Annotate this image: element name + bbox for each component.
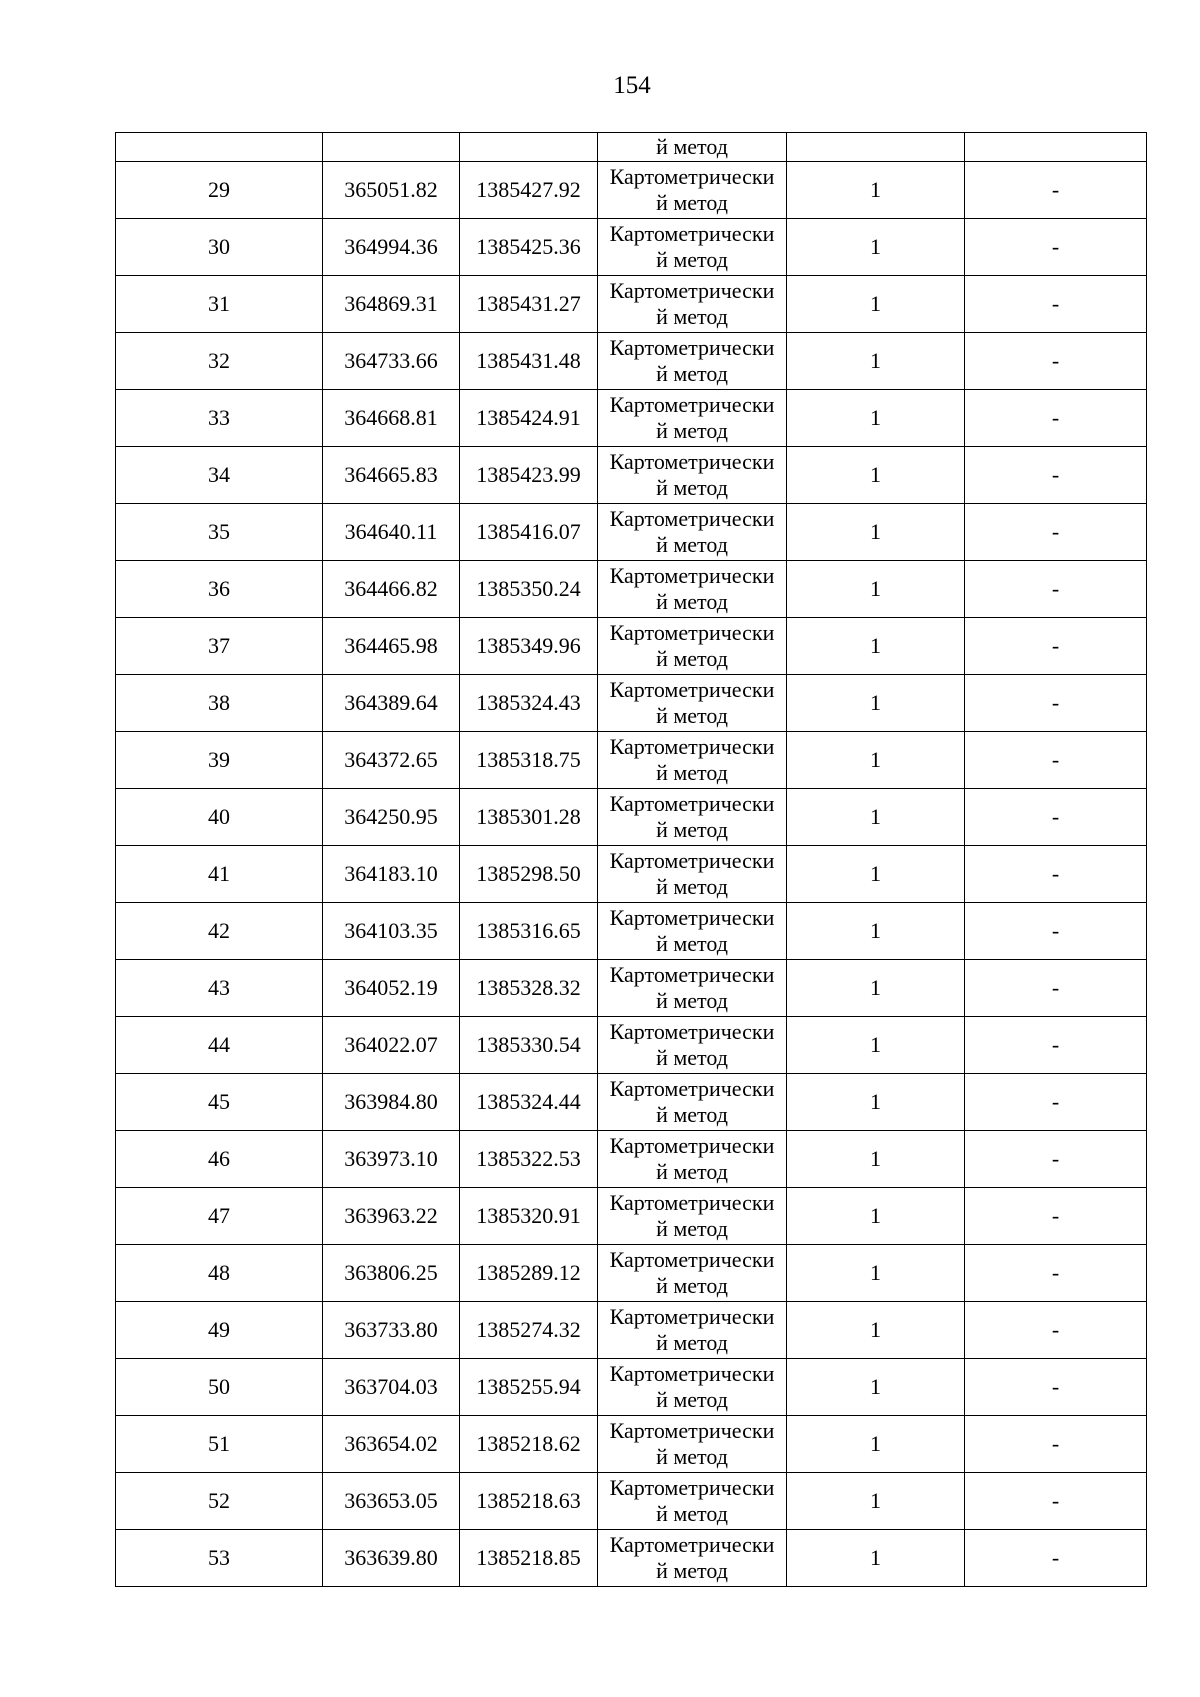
cell-point-number: 43 (116, 960, 323, 1017)
cell-method (598, 618, 787, 675)
cell-point-number: 50 (116, 1359, 323, 1416)
cell-point-number: 31 (116, 276, 323, 333)
method-line-2: й метод (656, 1102, 728, 1127)
method-line-2: й метод (656, 988, 728, 1013)
cell-method (598, 960, 787, 1017)
cell-note: - (965, 219, 1147, 276)
table-row (116, 162, 1147, 219)
cell-x: 364869.31 (323, 276, 460, 333)
cell-accuracy: 1 (787, 903, 965, 960)
table-row (116, 1074, 1147, 1131)
method-line-2: й метод (656, 1501, 728, 1526)
table-row (116, 903, 1147, 960)
cell-x: 363963.22 (323, 1188, 460, 1245)
cell-note: - (965, 390, 1147, 447)
cell-method (598, 504, 787, 561)
cell-method (598, 903, 787, 960)
cell-x: 364465.98 (323, 618, 460, 675)
cell-note: - (965, 903, 1147, 960)
cell-x: 364733.66 (323, 333, 460, 390)
cell-note: - (965, 1074, 1147, 1131)
cell-point-number: 42 (116, 903, 323, 960)
cell-x: 364466.82 (323, 561, 460, 618)
table-row (116, 675, 1147, 732)
cell-point-number: 48 (116, 1245, 323, 1302)
method-line-2: й метод (656, 1216, 728, 1241)
cell-accuracy: 1 (787, 789, 965, 846)
cell-x: 363733.80 (323, 1302, 460, 1359)
cell-method (598, 219, 787, 276)
cell-y: 1385324.44 (460, 1074, 598, 1131)
cell-point-number: 30 (116, 219, 323, 276)
cell-point-number: 40 (116, 789, 323, 846)
method-line-1: Картометрически (609, 506, 775, 531)
cell-accuracy: 1 (787, 1530, 965, 1587)
cell-accuracy: 1 (787, 1017, 965, 1074)
cell-y: 1385316.65 (460, 903, 598, 960)
cell-x: 364022.07 (323, 1017, 460, 1074)
method-line-1: Картометрически (609, 962, 775, 987)
cell-method (598, 1302, 787, 1359)
table-row (116, 846, 1147, 903)
cell-x: 364994.36 (323, 219, 460, 276)
cell-accuracy: 1 (787, 447, 965, 504)
method-line-1: Картометрически (609, 392, 775, 417)
cell-y: 1385431.27 (460, 276, 598, 333)
cell-method (598, 1074, 787, 1131)
cell-note: - (965, 1188, 1147, 1245)
method-line-1: Картометрически (609, 1361, 775, 1386)
method-line-2: й метод (656, 646, 728, 671)
cell-method (598, 447, 787, 504)
table-row (116, 618, 1147, 675)
cell-x: 364103.35 (323, 903, 460, 960)
table-row (116, 276, 1147, 333)
cell-accuracy: 1 (787, 1131, 965, 1188)
cell-method: й метод (598, 133, 787, 162)
cell-y: 1385328.32 (460, 960, 598, 1017)
cell-point-number: 33 (116, 390, 323, 447)
cell-method (598, 1416, 787, 1473)
method-line-2: й метод (656, 1444, 728, 1469)
cell-accuracy: 1 (787, 561, 965, 618)
cell-point-number: 51 (116, 1416, 323, 1473)
method-line-1: Картометрически (609, 791, 775, 816)
method-line-2: й метод (656, 361, 728, 386)
table-row (116, 447, 1147, 504)
cell-point-number: 37 (116, 618, 323, 675)
method-line-1: Картометрически (609, 1019, 775, 1044)
method-line-1: Картометрически (609, 335, 775, 360)
table-row (116, 1473, 1147, 1530)
cell-x: 364250.95 (323, 789, 460, 846)
cell-method (598, 333, 787, 390)
cell-accuracy: 1 (787, 960, 965, 1017)
method-line-1: Картометрически (609, 164, 775, 189)
cell-method (598, 846, 787, 903)
cell-method (598, 789, 787, 846)
cell-method (598, 561, 787, 618)
cell-accuracy: 1 (787, 219, 965, 276)
cell-accuracy: 1 (787, 333, 965, 390)
cell-note: - (965, 1131, 1147, 1188)
cell-point-number: 29 (116, 162, 323, 219)
cell-x: 364389.64 (323, 675, 460, 732)
cell-method (598, 276, 787, 333)
cell-point-number: 34 (116, 447, 323, 504)
cell-x: 363653.05 (323, 1473, 460, 1530)
method-line-1: Картометрически (609, 905, 775, 930)
table-row (116, 1188, 1147, 1245)
cell-note: - (965, 276, 1147, 333)
cell-x: 363654.02 (323, 1416, 460, 1473)
cell-y (460, 133, 598, 162)
cell-method (598, 1017, 787, 1074)
table-row (116, 960, 1147, 1017)
table-row (116, 219, 1147, 276)
cell-note: - (965, 333, 1147, 390)
cell-accuracy: 1 (787, 1188, 965, 1245)
table-row (116, 1302, 1147, 1359)
cell-accuracy: 1 (787, 1359, 965, 1416)
table-row (116, 333, 1147, 390)
cell-method (598, 675, 787, 732)
cell-accuracy: 1 (787, 504, 965, 561)
method-line-1: Картометрически (609, 677, 775, 702)
method-line-2: й метод (656, 304, 728, 329)
cell-y: 1385324.43 (460, 675, 598, 732)
table-row (116, 390, 1147, 447)
cell-y: 1385330.54 (460, 1017, 598, 1074)
cell-accuracy: 1 (787, 1416, 965, 1473)
cell-accuracy: 1 (787, 675, 965, 732)
cell-x (323, 133, 460, 162)
continued-row (116, 133, 1147, 162)
method-line-1: Картометрически (609, 278, 775, 303)
cell-note: - (965, 1359, 1147, 1416)
table-row (116, 1359, 1147, 1416)
method-line-2: й метод (656, 1159, 728, 1184)
cell-note: - (965, 1416, 1147, 1473)
method-line-2: й метод (656, 1558, 728, 1583)
cell-note: - (965, 1017, 1147, 1074)
cell-note: - (965, 1473, 1147, 1530)
method-line-1: Картометрически (609, 848, 775, 873)
table-row (116, 561, 1147, 618)
method-line-2: й метод (656, 418, 728, 443)
cell-point-number: 53 (116, 1530, 323, 1587)
method-line-2: й метод (656, 247, 728, 272)
cell-note: - (965, 504, 1147, 561)
method-line-2: й метод (656, 760, 728, 785)
cell-point-number: 32 (116, 333, 323, 390)
cell-note: - (965, 675, 1147, 732)
cell-accuracy: 1 (787, 1245, 965, 1302)
method-line-2: й метод (656, 1330, 728, 1355)
cell-y: 1385255.94 (460, 1359, 598, 1416)
cell-note: - (965, 618, 1147, 675)
cell-accuracy: 1 (787, 732, 965, 789)
cell-note: - (965, 162, 1147, 219)
method-line-2: й метод (656, 589, 728, 614)
cell-point-number: 44 (116, 1017, 323, 1074)
method-line-2: й метод (656, 1273, 728, 1298)
cell-x: 364372.65 (323, 732, 460, 789)
method-line-1: Картометрически (609, 1304, 775, 1329)
method-line-1: Картометрически (609, 1133, 775, 1158)
cell-y: 1385322.53 (460, 1131, 598, 1188)
cell-x: 363973.10 (323, 1131, 460, 1188)
cell-accuracy: 1 (787, 162, 965, 219)
cell-y: 1385320.91 (460, 1188, 598, 1245)
method-line-2: й метод (656, 703, 728, 728)
cell-note (965, 133, 1147, 162)
method-line-1: Картометрически (609, 1532, 775, 1557)
cell-method (598, 1131, 787, 1188)
cell-accuracy: 1 (787, 1302, 965, 1359)
cell-note: - (965, 1245, 1147, 1302)
method-line-2: й метод (656, 475, 728, 500)
cell-x: 364668.81 (323, 390, 460, 447)
page-number: 154 (613, 72, 651, 99)
cell-y: 1385427.92 (460, 162, 598, 219)
cell-point-number: 49 (116, 1302, 323, 1359)
cell-accuracy: 1 (787, 390, 965, 447)
coordinates-table (115, 132, 1147, 1587)
method-line-1: Картометрически (609, 620, 775, 645)
cell-note: - (965, 1302, 1147, 1359)
cell-note: - (965, 846, 1147, 903)
cell-point-number: 41 (116, 846, 323, 903)
method-line-2: й метод (656, 1045, 728, 1070)
cell-method (598, 1359, 787, 1416)
cell-method (598, 1188, 787, 1245)
cell-x: 364640.11 (323, 504, 460, 561)
cell-note: - (965, 1530, 1147, 1587)
cell-accuracy (787, 133, 965, 162)
method-line-2: й метод (656, 874, 728, 899)
cell-method (598, 732, 787, 789)
method-line-1: Картометрически (609, 734, 775, 759)
cell-y: 1385218.63 (460, 1473, 598, 1530)
cell-point-number: 47 (116, 1188, 323, 1245)
cell-point-number (116, 133, 323, 162)
cell-note: - (965, 561, 1147, 618)
method-line-1: Картометрически (609, 221, 775, 246)
cell-note: - (965, 960, 1147, 1017)
method-line-1: Картометрически (609, 563, 775, 588)
cell-accuracy: 1 (787, 846, 965, 903)
cell-x: 363984.80 (323, 1074, 460, 1131)
cell-point-number: 45 (116, 1074, 323, 1131)
cell-y: 1385289.12 (460, 1245, 598, 1302)
table-row (116, 1416, 1147, 1473)
cell-method (598, 1245, 787, 1302)
method-line-1: Картометрически (609, 1247, 775, 1272)
cell-point-number: 39 (116, 732, 323, 789)
cell-x: 363639.80 (323, 1530, 460, 1587)
cell-accuracy: 1 (787, 618, 965, 675)
cell-accuracy: 1 (787, 1473, 965, 1530)
cell-accuracy: 1 (787, 276, 965, 333)
cell-x: 365051.82 (323, 162, 460, 219)
cell-note: - (965, 447, 1147, 504)
cell-y: 1385423.99 (460, 447, 598, 504)
method-line-1: Картометрически (609, 449, 775, 474)
cell-point-number: 38 (116, 675, 323, 732)
cell-point-number: 36 (116, 561, 323, 618)
cell-y: 1385349.96 (460, 618, 598, 675)
cell-method (598, 1530, 787, 1587)
method-line-1: Картометрически (609, 1475, 775, 1500)
table-row (116, 1245, 1147, 1302)
table-row (116, 1530, 1147, 1587)
table-row (116, 732, 1147, 789)
cell-y: 1385301.28 (460, 789, 598, 846)
cell-y: 1385298.50 (460, 846, 598, 903)
cell-note: - (965, 732, 1147, 789)
cell-point-number: 52 (116, 1473, 323, 1530)
cell-x: 364183.10 (323, 846, 460, 903)
cell-y: 1385424.91 (460, 390, 598, 447)
cell-note: - (965, 789, 1147, 846)
table-row (116, 789, 1147, 846)
cell-y: 1385218.85 (460, 1530, 598, 1587)
cell-x: 364665.83 (323, 447, 460, 504)
cell-method (598, 1473, 787, 1530)
cell-y: 1385218.62 (460, 1416, 598, 1473)
cell-method (598, 390, 787, 447)
method-line-1: Картометрически (609, 1418, 775, 1443)
method-line-1: Картометрически (609, 1190, 775, 1215)
method-line-2: й метод (656, 190, 728, 215)
method-line-2: й метод (656, 817, 728, 842)
cell-y: 1385416.07 (460, 504, 598, 561)
cell-x: 363806.25 (323, 1245, 460, 1302)
coordinates-table-body (116, 133, 1147, 1587)
cell-x: 364052.19 (323, 960, 460, 1017)
table-row (116, 1131, 1147, 1188)
cell-y: 1385318.75 (460, 732, 598, 789)
cell-y: 1385431.48 (460, 333, 598, 390)
cell-y: 1385425.36 (460, 219, 598, 276)
cell-method (598, 162, 787, 219)
cell-point-number: 46 (116, 1131, 323, 1188)
method-line-2: й метод (656, 532, 728, 557)
method-line-2: й метод (656, 931, 728, 956)
cell-accuracy: 1 (787, 1074, 965, 1131)
method-line-2: й метод (656, 1387, 728, 1412)
cell-y: 1385350.24 (460, 561, 598, 618)
table-row (116, 504, 1147, 561)
cell-point-number: 35 (116, 504, 323, 561)
method-line-1: Картометрически (609, 1076, 775, 1101)
table-row (116, 1017, 1147, 1074)
cell-x: 363704.03 (323, 1359, 460, 1416)
cell-y: 1385274.32 (460, 1302, 598, 1359)
